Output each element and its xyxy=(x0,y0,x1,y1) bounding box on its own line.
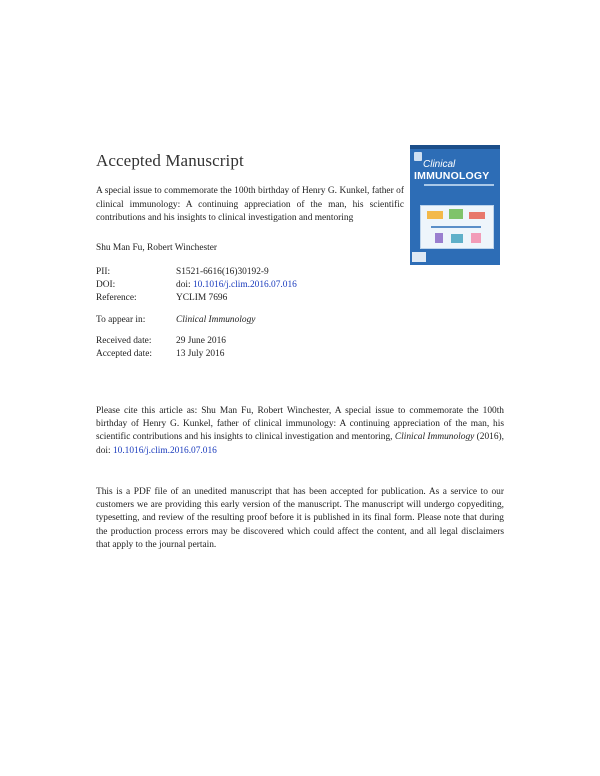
doi-prefix: doi: xyxy=(176,280,191,290)
identifier-block xyxy=(96,266,297,305)
citation-year: (2016), xyxy=(476,432,505,443)
cover-title-line2: IMMUNOLOGY xyxy=(414,170,490,182)
pii-row xyxy=(96,266,297,279)
cover-illustration xyxy=(420,205,494,249)
journal-cover-image xyxy=(410,145,500,265)
accepted-label: Accepted date: xyxy=(96,349,152,359)
reference-label: Reference: xyxy=(96,293,137,303)
pii-label: PII: xyxy=(96,267,111,277)
appear-label: To appear in: xyxy=(96,315,146,325)
accepted-value: 13 July 2016 xyxy=(176,349,225,359)
journal-name: Clinical Immunology xyxy=(176,315,256,325)
doi-row xyxy=(96,279,297,292)
citation-text: Please cite this article as: Shu Man Fu, Robert Winchester, A special issue to commemorate the 100th birthday of Henry G. Kunkel, father of clinical immunology: A continuing appreciation of the man, his scientific contributions and his insights to clinical investigation and mentoring, xyxy=(96,406,504,443)
citation-paragraph xyxy=(96,405,504,458)
doi-label: DOI: xyxy=(96,280,116,290)
received-label: Received date: xyxy=(96,336,152,346)
cover-subtitle-line xyxy=(424,184,494,186)
received-value: 29 June 2016 xyxy=(176,336,226,346)
publisher-logo-icon xyxy=(414,152,422,161)
reference-value: YCLIM 7696 xyxy=(176,293,228,303)
pii-value: S1521-6616(16)30192-9 xyxy=(176,267,269,277)
received-row xyxy=(96,335,226,348)
cover-footer-logo-icon xyxy=(412,252,426,262)
article-title: A special issue to commemorate the 100th birthday of Henry G. Kunkel, father of clinical immunology: A continuing appreciation of the man, his scientific contributions and his insights to clinical investigation and mentoring xyxy=(96,186,404,223)
authors: Shu Man Fu, Robert Winchester xyxy=(96,243,218,253)
cover-title-line1: Clinical xyxy=(423,159,456,170)
appear-in-block xyxy=(96,314,255,327)
accepted-row xyxy=(96,348,226,361)
dates-block xyxy=(96,335,226,361)
reference-row xyxy=(96,292,297,305)
cover-top-strip xyxy=(410,145,500,149)
citation-doi-link[interactable]: 10.1016/j.clim.2016.07.016 xyxy=(112,445,217,456)
disclaimer-paragraph: This is a PDF file of an unedited manuscript that has been accepted for publication. As a service to our customers we are providing this early version of the manuscript. The manuscript will undergo copyediting, typesetting, and review of the resulting proof before it is published in its final form. Please note that during the production process errors may be discovered which could affect the content, and all legal disclaimers that apply to the journal pertain. xyxy=(96,487,504,550)
citation-doi-prefix: doi: xyxy=(96,445,111,456)
citation-journal: Clinical Immunology xyxy=(394,432,475,443)
doi-link[interactable]: 10.1016/j.clim.2016.07.016 xyxy=(192,280,297,290)
page-title: Accepted Manuscript xyxy=(96,151,244,170)
